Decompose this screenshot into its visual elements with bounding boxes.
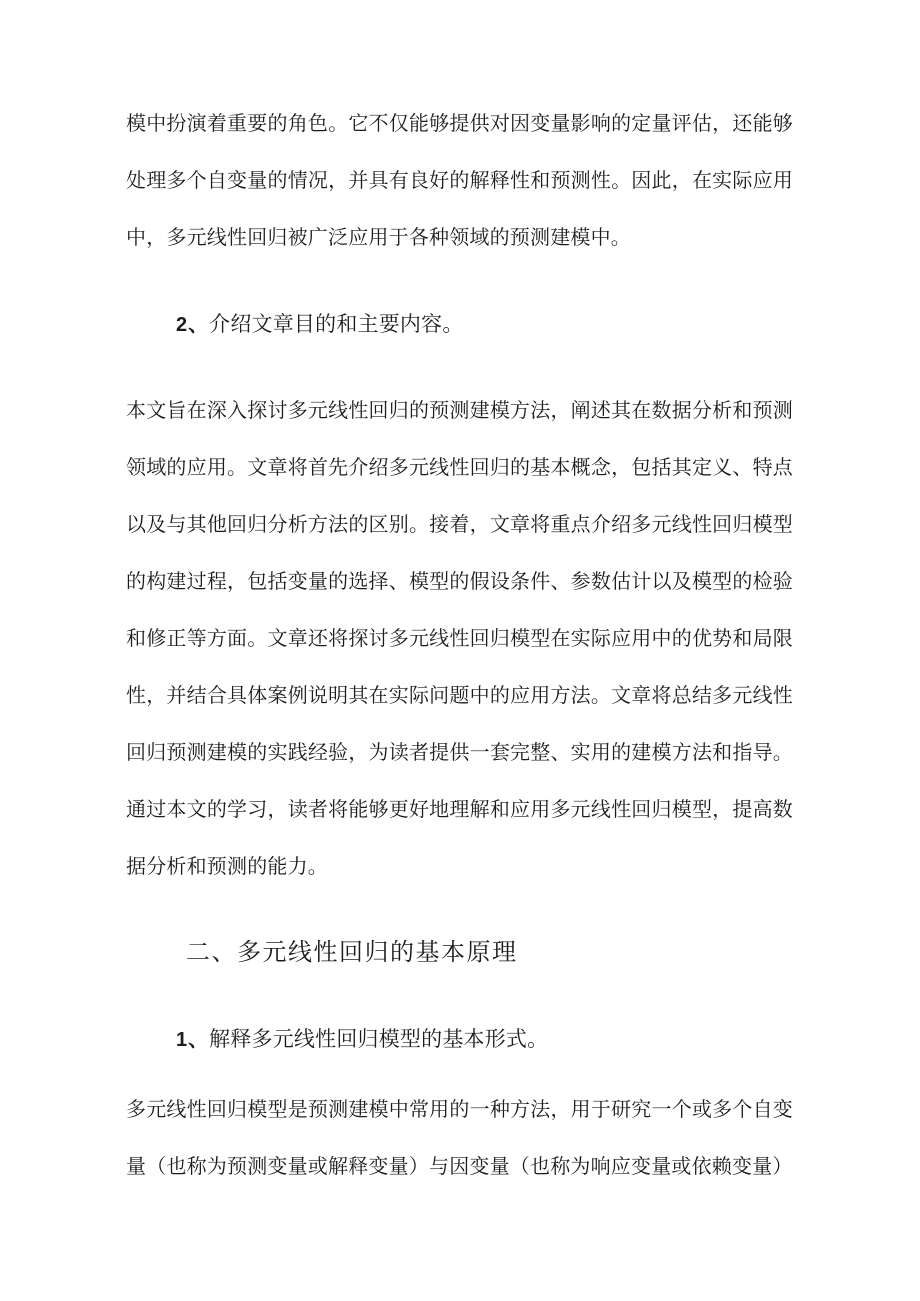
paragraph-article-purpose: 本文旨在深入探讨多元线性回归的预测建模方法，阐述其在数据分析和预测领域的应用。文章将首先介绍多元线性回归的基本概念，包括其定义、特点以及与其他回归分析方法的区别。接着，文章将重点介绍多元线性回归模型的构建过程，包括变量的选择、模型的假设条件、参数估计以及模型的检验和修正等方面。文章还将探讨多元线性回归模型在实际应用中的优势和局限性，并结合具体案例说明其在实际问题中的应用方法。文章将总结多元线性回归预测建模的实践经验，为读者提供一套完整、实用的建模方法和指导。通过本文的学习，读者将能够更好地理解和应用多元线性回归模型，提高数据分析和预测的能力。 [126, 400, 793, 878]
paragraph-continuation: 模中扮演着重要的角色。它不仅能够提供对因变量影响的定量评估，还能够处理多个自变量的情况，并具有良好的解释性和预测性。因此，在实际应用中，多元线性回归被广泛应用于各种领域的预测建模中。 [126, 113, 793, 249]
heading-text: 解释多元线性回归模型的基本形式。 [209, 1027, 549, 1051]
heading-text: 介绍文章目的和主要内容。 [209, 312, 464, 336]
section-heading-basic-principles: 二、多元线性回归的基本原理 [186, 940, 518, 966]
paragraph-model-definition: 多元线性回归模型是预测建模中常用的一种方法，用于研究一个或多个自变量（也称为预测变量或解释变量）与因变量（也称为响应变量或依赖变量） [126, 1099, 793, 1178]
heading-number: 1、 [176, 1029, 210, 1051]
document-content [126, 96, 793, 1196]
numbered-heading-2 [126, 296, 793, 354]
heading-number: 2、 [176, 314, 210, 336]
numbered-heading-1 [126, 1011, 793, 1069]
